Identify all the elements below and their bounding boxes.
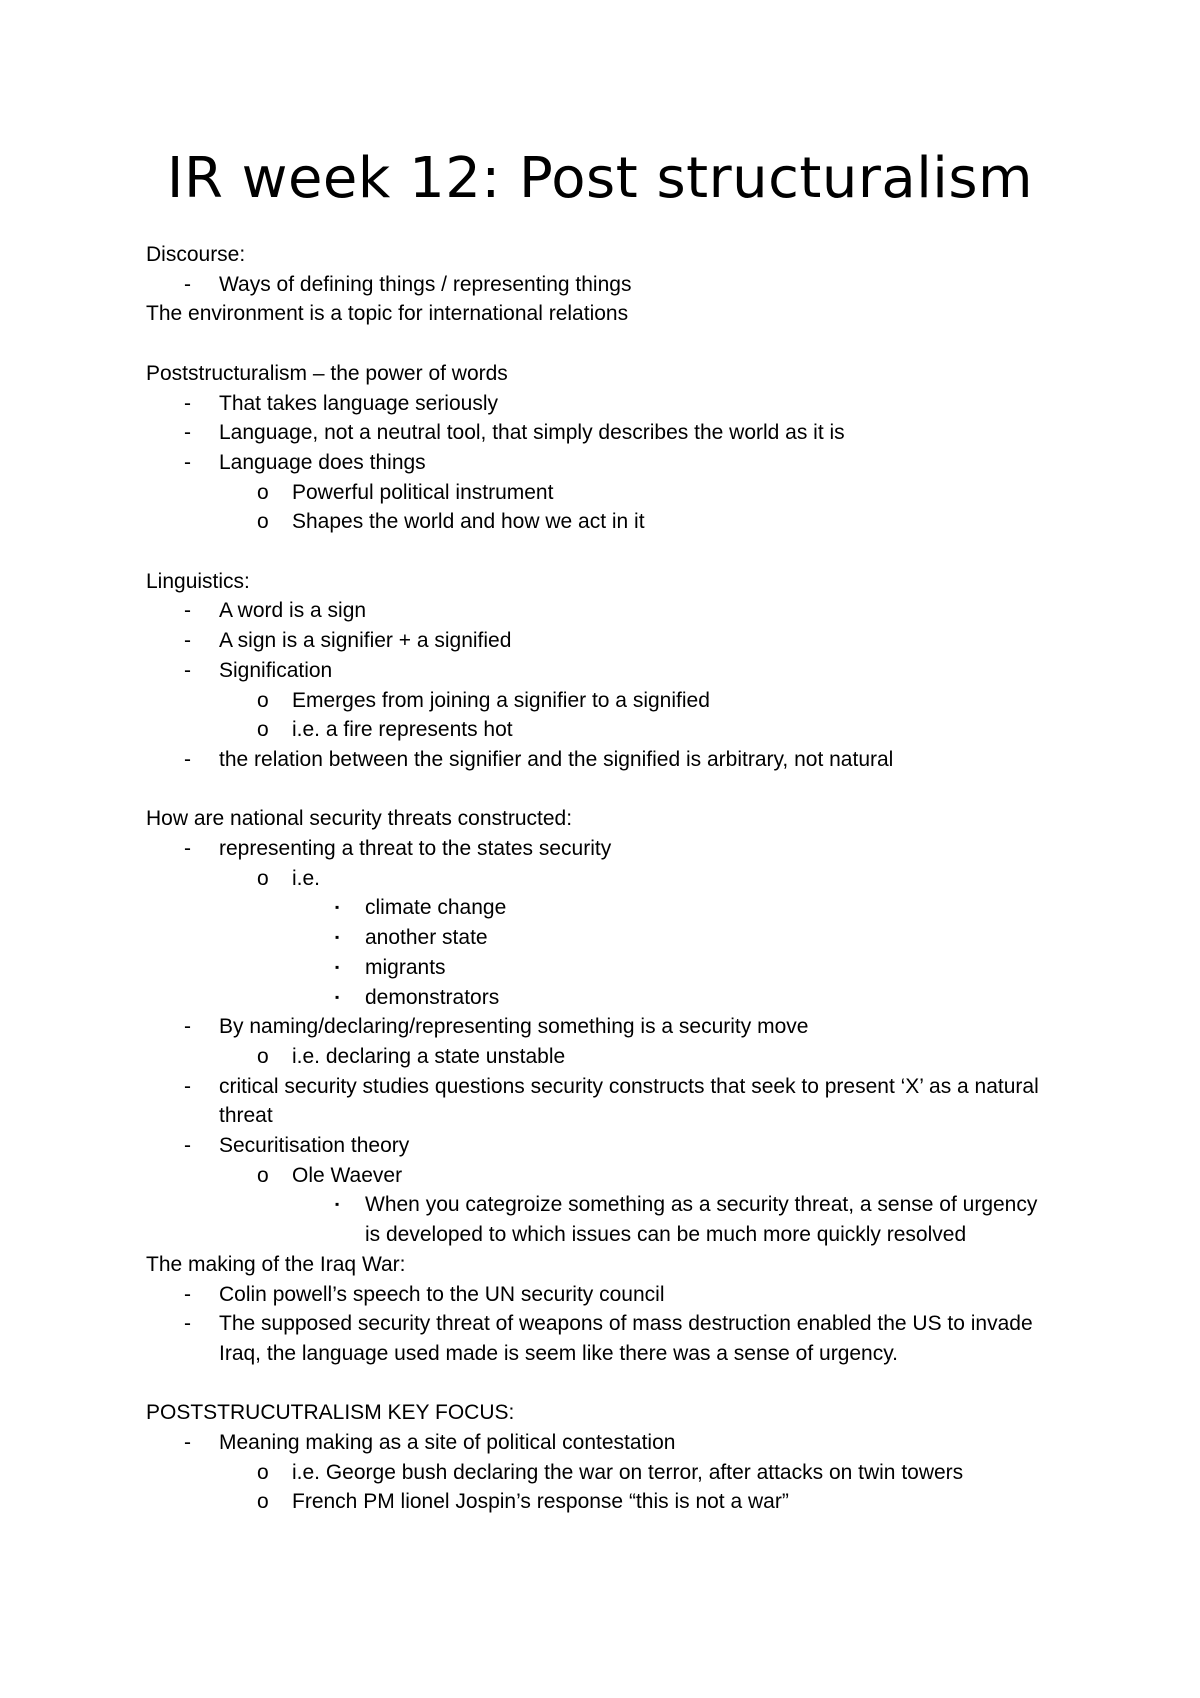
- list-item: [146, 596, 1046, 626]
- list-item: [146, 953, 1046, 983]
- blank-line: [146, 1369, 1046, 1399]
- list-item-text: Meaning making as a site of political contestation: [219, 1431, 676, 1455]
- list-item: [146, 834, 1046, 864]
- dash-bullet-icon: -: [184, 599, 191, 623]
- circle-bullet-icon: o: [257, 866, 269, 890]
- list-item: [146, 1309, 1046, 1368]
- circle-bullet-icon: o: [257, 510, 269, 534]
- list-item-text: i.e.: [292, 866, 321, 890]
- list-item: [146, 864, 1046, 894]
- list-item: [146, 715, 1046, 745]
- dash-bullet-icon: -: [184, 1015, 191, 1039]
- list-item: [146, 983, 1046, 1013]
- dash-bullet-icon: -: [184, 629, 191, 653]
- dash-bullet-icon: -: [184, 1074, 191, 1098]
- list-item-text: demonstrators: [365, 985, 500, 1009]
- list-item: [146, 270, 1046, 300]
- dash-bullet-icon: -: [184, 1282, 191, 1306]
- list-item-text: i.e. George bush declaring the war on terror, after attacks on twin towers: [292, 1460, 964, 1484]
- list-item-text: Shapes the world and how we act in it: [292, 510, 645, 534]
- circle-bullet-icon: o: [257, 688, 269, 712]
- list-item: [146, 478, 1046, 508]
- list-item-text: i.e. a fire represents hot: [292, 718, 513, 742]
- list-item-text: migrants: [365, 955, 446, 979]
- list-item-text: Securitisation theory: [219, 1134, 410, 1158]
- paragraph-line: How are national security threats constructed:: [146, 807, 573, 831]
- dash-bullet-icon: -: [184, 1134, 191, 1158]
- list-item-text: Ole Waever: [292, 1163, 403, 1187]
- list-item-text: critical security studies questions security constructs that seek to present ‘X’ as a natural threat: [219, 1074, 1039, 1128]
- square-bullet-icon: ▪: [335, 989, 340, 1004]
- dash-bullet-icon: -: [184, 391, 191, 415]
- list-item-text: another state: [365, 926, 488, 950]
- document-title: IR week 12: Post structuralism: [166, 146, 1034, 211]
- circle-bullet-icon: o: [257, 480, 269, 504]
- dash-bullet-icon: -: [184, 421, 191, 445]
- list-item-text: Ways of defining things / representing things: [219, 272, 632, 296]
- list-item-text: The supposed security threat of weapons of mass destruction enabled the US to invade Iraq, the language used made is seem like there was a sense of urgency.: [219, 1312, 1033, 1365]
- paragraph-line: Discourse:: [146, 243, 246, 266]
- paragraph-line: Poststructuralism – the power of words: [146, 361, 508, 385]
- list-item-text: When you categroize something as a security threat, a sense of urgency is developed to which issues can be much more quickly resolved: [365, 1193, 1038, 1247]
- dash-bullet-icon: -: [184, 747, 191, 771]
- list-item-text: Powerful political instrument: [292, 480, 554, 504]
- blank-line: [146, 775, 1046, 805]
- list-item-text: French PM lionel Jospin’s response “this is not a war”: [292, 1490, 789, 1514]
- list-item-text: Emerges from joining a signifier to a signified: [292, 688, 710, 712]
- paragraph-line: POSTSTRUCUTRALISM KEY FOCUS:: [146, 1401, 515, 1425]
- list-item-text: A sign is a signifier + a signified: [219, 629, 512, 653]
- square-bullet-icon: ▪: [335, 900, 340, 915]
- circle-bullet-icon: o: [257, 1460, 269, 1484]
- dash-bullet-icon: -: [184, 450, 191, 474]
- list-item: [146, 1072, 1046, 1131]
- list-item: [146, 1280, 1046, 1310]
- list-item: [146, 1161, 1046, 1191]
- list-item: [146, 1487, 1046, 1517]
- list-item-text: By naming/declaring/representing something is a security move: [219, 1015, 809, 1039]
- list-item: [146, 1428, 1046, 1458]
- list-item: [146, 656, 1046, 686]
- list-item: [146, 1458, 1046, 1488]
- circle-bullet-icon: o: [257, 1044, 269, 1068]
- list-item: [146, 418, 1046, 448]
- list-item: [146, 389, 1046, 419]
- list-item: [146, 507, 1046, 537]
- list-item-text: i.e. declaring a state unstable: [292, 1044, 566, 1068]
- list-item: [146, 1131, 1046, 1161]
- square-bullet-icon: ▪: [335, 959, 340, 974]
- list-item-text: Colin powell’s speech to the UN security council: [219, 1282, 665, 1306]
- list-item: [146, 893, 1046, 923]
- circle-bullet-icon: o: [257, 718, 269, 742]
- square-bullet-icon: ▪: [335, 930, 340, 945]
- list-item: [146, 745, 1046, 775]
- paragraph-line: Linguistics:: [146, 569, 250, 593]
- list-item: [146, 1190, 1046, 1249]
- dash-bullet-icon: -: [184, 837, 191, 861]
- paragraph-line: The making of the Iraq War:: [146, 1252, 406, 1276]
- blank-line: [146, 329, 1046, 359]
- list-item-text: representing a threat to the states security: [219, 837, 612, 861]
- dash-bullet-icon: -: [184, 658, 191, 682]
- document-body: [146, 240, 1046, 1517]
- list-item-text: Signification: [219, 658, 333, 682]
- list-item: [146, 686, 1046, 716]
- circle-bullet-icon: o: [257, 1490, 269, 1514]
- list-item-text: Language, not a neutral tool, that simply describes the world as it is: [219, 421, 845, 445]
- list-item-text: Language does things: [219, 450, 426, 474]
- paragraph-line: The environment is a topic for international relations: [146, 302, 629, 326]
- circle-bullet-icon: o: [257, 1163, 269, 1187]
- dash-bullet-icon: -: [184, 1431, 191, 1455]
- list-item: [146, 1012, 1046, 1042]
- dash-bullet-icon: -: [184, 1312, 191, 1336]
- list-item-text: That takes language seriously: [219, 391, 498, 415]
- list-item: [146, 1042, 1046, 1072]
- square-bullet-icon: ▪: [335, 1197, 340, 1212]
- list-item-text: A word is a sign: [219, 599, 367, 623]
- list-item: [146, 626, 1046, 656]
- list-item: [146, 923, 1046, 953]
- list-item-text: the relation between the signifier and the signified is arbitrary, not natural: [219, 747, 894, 771]
- dash-bullet-icon: -: [184, 272, 191, 296]
- list-item-text: climate change: [365, 896, 507, 920]
- blank-line: [146, 537, 1046, 567]
- list-item: [146, 448, 1046, 478]
